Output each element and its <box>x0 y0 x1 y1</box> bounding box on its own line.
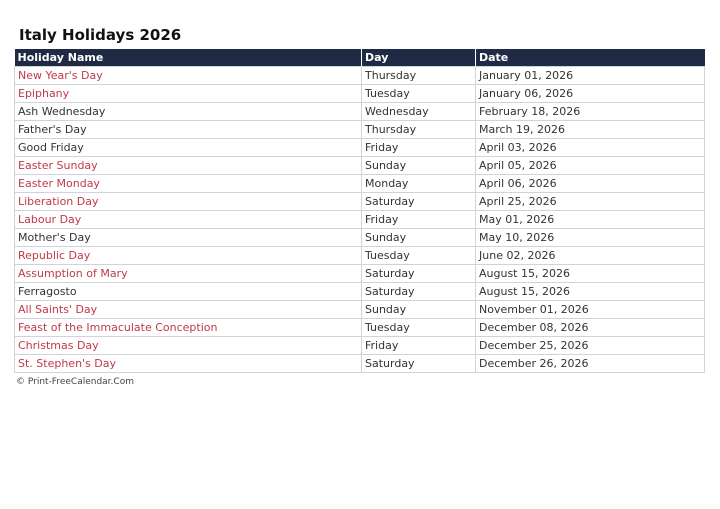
holiday-name-cell: Ash Wednesday <box>15 103 362 121</box>
holiday-day-cell: Sunday <box>362 301 476 319</box>
holiday-name-cell: St. Stephen's Day <box>15 355 362 373</box>
holiday-date-cell: March 19, 2026 <box>476 121 705 139</box>
page-title: Italy Holidays 2026 <box>19 26 182 44</box>
holiday-day-cell: Saturday <box>362 283 476 301</box>
holiday-name-cell: Assumption of Mary <box>15 265 362 283</box>
holiday-date-cell: January 06, 2026 <box>476 85 705 103</box>
holiday-day-cell: Monday <box>362 175 476 193</box>
table-row <box>15 355 705 373</box>
holiday-name-cell: New Year's Day <box>15 67 362 85</box>
header-row <box>15 49 705 67</box>
table-row <box>15 175 705 193</box>
table-row <box>15 301 705 319</box>
holiday-name-cell: Ferragosto <box>15 283 362 301</box>
holiday-name-cell: Feast of the Immaculate Conception <box>15 319 362 337</box>
table-row <box>15 139 705 157</box>
holiday-day-cell: Wednesday <box>362 103 476 121</box>
column-header-date: Date <box>476 49 705 67</box>
holiday-name-cell: Labour Day <box>15 211 362 229</box>
holiday-name-cell: Christmas Day <box>15 337 362 355</box>
holiday-day-cell: Thursday <box>362 67 476 85</box>
holiday-day-cell: Friday <box>362 211 476 229</box>
holiday-date-cell: January 01, 2026 <box>476 67 705 85</box>
table-row <box>15 193 705 211</box>
holiday-date-cell: April 05, 2026 <box>476 157 705 175</box>
holiday-date-cell: April 03, 2026 <box>476 139 705 157</box>
holiday-date-cell: May 01, 2026 <box>476 211 705 229</box>
holiday-day-cell: Friday <box>362 337 476 355</box>
holiday-date-cell: December 08, 2026 <box>476 319 705 337</box>
holiday-name-cell: Easter Sunday <box>15 157 362 175</box>
table-row <box>15 319 705 337</box>
holiday-date-cell: April 25, 2026 <box>476 193 705 211</box>
holiday-date-cell: August 15, 2026 <box>476 265 705 283</box>
holiday-page <box>14 25 704 388</box>
holiday-day-cell: Saturday <box>362 265 476 283</box>
table-row <box>15 337 705 355</box>
holiday-date-cell: December 26, 2026 <box>476 355 705 373</box>
table-row <box>15 85 705 103</box>
holiday-name-cell: Republic Day <box>15 247 362 265</box>
holiday-day-cell: Saturday <box>362 355 476 373</box>
holiday-day-cell: Friday <box>362 139 476 157</box>
holiday-day-cell: Sunday <box>362 229 476 247</box>
holiday-name-cell: Epiphany <box>15 85 362 103</box>
holiday-name-cell: Easter Monday <box>15 175 362 193</box>
holiday-day-cell: Saturday <box>362 193 476 211</box>
table-body <box>15 67 705 373</box>
holiday-date-cell: June 02, 2026 <box>476 247 705 265</box>
holiday-date-cell: April 06, 2026 <box>476 175 705 193</box>
holiday-day-cell: Thursday <box>362 121 476 139</box>
holiday-day-cell: Tuesday <box>362 247 476 265</box>
table-row <box>15 157 705 175</box>
table-header <box>15 49 705 67</box>
holiday-day-cell: Tuesday <box>362 319 476 337</box>
table-row <box>15 211 705 229</box>
holiday-name-cell: Liberation Day <box>15 193 362 211</box>
holiday-day-cell: Tuesday <box>362 85 476 103</box>
table-row <box>15 283 705 301</box>
holidays-table <box>14 49 705 373</box>
holiday-name-cell: Mother's Day <box>15 229 362 247</box>
holiday-date-cell: August 15, 2026 <box>476 283 705 301</box>
holiday-name-cell: All Saints' Day <box>15 301 362 319</box>
holiday-date-cell: November 01, 2026 <box>476 301 705 319</box>
column-header-day: Day <box>362 49 476 67</box>
holiday-name-cell: Good Friday <box>15 139 362 157</box>
holiday-date-cell: May 10, 2026 <box>476 229 705 247</box>
holiday-date-cell: February 18, 2026 <box>476 103 705 121</box>
table-row <box>15 247 705 265</box>
footer-copyright: © Print-FreeCalendar.Com <box>16 377 134 387</box>
table-row <box>15 229 705 247</box>
table-row <box>15 265 705 283</box>
table-row <box>15 121 705 139</box>
holiday-name-cell: Father's Day <box>15 121 362 139</box>
table-row <box>15 103 705 121</box>
holiday-date-cell: December 25, 2026 <box>476 337 705 355</box>
holiday-day-cell: Sunday <box>362 157 476 175</box>
table-row <box>15 67 705 85</box>
column-header-holiday-name: Holiday Name <box>15 49 362 67</box>
